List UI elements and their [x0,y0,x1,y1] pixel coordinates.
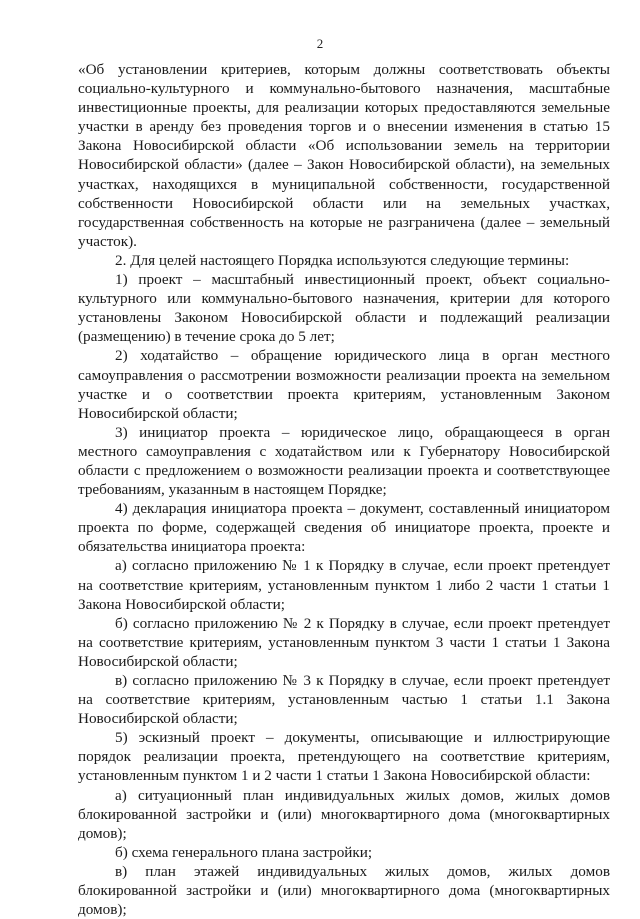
page-number: 2 [316,36,324,51]
paragraph-term-2-petition: 2) ходатайство – обращение юридического лица в орган местного самоуправления о рассмотрении возможности реализации проекта на земельном участке и о соответствии проекта критериям, установленным Законом Новосибирской области; [78,347,610,422]
paragraph-sketch-item-b: б) схема генерального плана застройки; [115,843,373,861]
paragraph-sketch-item-v: в) план этажей индивидуальных жилых домов, жилых домов блокированной застройки и (или) многоквартирного дома (многоквартирных домов); [78,862,610,919]
paragraph-subitem-b: б) согласно приложению № 2 к Порядку в случае, если проект претендует на соответствие критериям, установленным пунктом 3 части 1 статьи 1 Закона Новосибирской области; [78,614,610,670]
paragraph-intro-continuation: «Об установлении критериев, которым должны соответствовать объекты социально-культурного и коммунально-бытового назначения, масштабные инвестиционные проекты, для реализации которых предоставляются земельные участки в аренду без проведения торгов и о внесении изменения в статью 15 Закона Новосибирской области «Об использовании земель на территории Новосибирской области» (далее – Закон Новосибирской области), на земельных участках, находящихся в муниципальной собственности, государственной собственности Новосибирской области или на земельных участках, государственная собственность на которые не разграничена (далее – земельный участок). [78,61,610,250]
document-body [78,60,610,919]
paragraph-subitem-a: а) согласно приложению № 1 к Порядку в случае, если проект претендует на соответствие критериям, установленным пунктом 1 либо 2 части 1 статьи 1 Закона Новосибирской области; [78,557,610,613]
paragraph-term-1-project: 1) проект – масштабный инвестиционный проект, объект социально-культурного или коммунально-бытового назначения, критерии для которого установлены Законом Новосибирской области и подлежащий реализации (размещению) в течение срока до 5 лет; [78,271,610,346]
paragraph-2-terms: 2. Для целей настоящего Порядка используются следующие термины: [115,251,570,269]
paragraph-term-5-sketch-project: 5) эскизный проект – документы, описывающие и иллюстрирующие порядок реализации проекта, претендующего на соответствие критериям, установленным пунктом 1 и 2 части 1 статьи 1 Закона Новосибирской области: [78,729,610,785]
paragraph-term-3-initiator: 3) инициатор проекта – юридическое лицо, обращающееся в орган местного самоуправления с ходатайством или к Губернатору Новосибирской области с предложением о возможности реализации проекта и соответствующее требованиям, указанным в настоящем Порядке; [78,423,610,499]
paragraph-term-4-declaration: 4) декларация инициатора проекта – документ, составленный инициатором проекта по форме, содержащей сведения об инициаторе проекта, проекте и обязательства инициатора проекта: [78,500,610,556]
paragraph-sketch-item-a: а) ситуационный план индивидуальных жилых домов, жилых домов блокированной застройки и (или) многоквартирного дома (многоквартирных домов); [78,786,610,842]
paragraph-subitem-v: в) согласно приложению № 3 к Порядку в случае, если проект претендует на соответствие критериям, установленным частью 1 статьи 1.1 Закона Новосибирской области; [78,672,610,728]
